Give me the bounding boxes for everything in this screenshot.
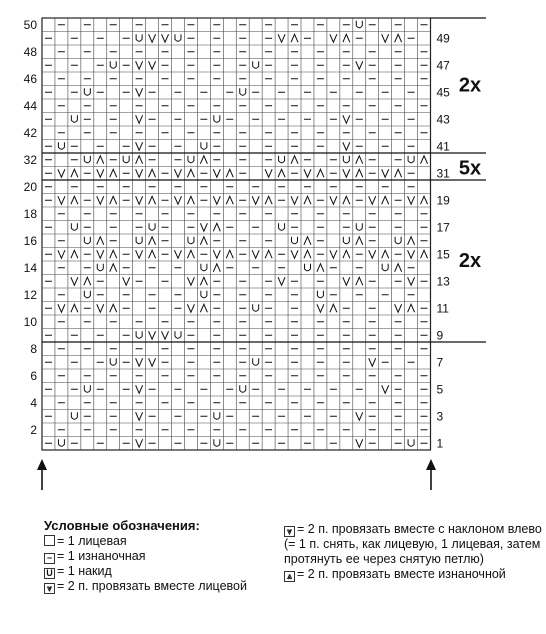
row-number-right: 13: [436, 274, 450, 289]
row-number-left: 16: [23, 233, 37, 248]
row-number-left: 20: [23, 179, 37, 194]
row-number-right: 9: [436, 328, 444, 343]
row-number-left: 12: [23, 287, 37, 302]
legend-item-purl: − = 1 изнаночная: [44, 549, 284, 564]
row-number-left: 4: [30, 395, 37, 410]
row-number-left: 14: [23, 260, 37, 275]
k2tog-icon: ⩔: [44, 583, 55, 594]
legend-col2: [284, 522, 546, 582]
row-number-right: 3: [436, 409, 444, 424]
ssk-icon: ⩔: [284, 526, 295, 537]
row-number-right: 41: [436, 139, 450, 154]
row-number-right: 49: [436, 31, 450, 46]
row-number-right: 43: [436, 112, 450, 127]
row-number-left: 18: [23, 206, 37, 221]
row-number-right: 1: [436, 436, 444, 451]
row-number-right: 19: [436, 193, 450, 208]
row-number-right: 7: [436, 355, 444, 370]
legend-title: Условные обозначения:: [44, 518, 200, 533]
start-arrowhead-icon: [37, 459, 47, 470]
legend-item-knit: = 1 лицевая: [44, 534, 284, 549]
legend-item-yo: U = 1 накид: [44, 564, 284, 579]
row-number-left: 46: [23, 71, 37, 86]
repeat-count-label: 2x: [458, 250, 482, 272]
legend-col1: [44, 518, 284, 594]
knit-icon: [44, 535, 55, 546]
legend-item-p2tog: ⩓ = 2 п. провязать вместе изнаночной: [284, 567, 546, 582]
row-number-right: 17: [436, 220, 450, 235]
row-number-left: 8: [30, 341, 37, 356]
row-number-left: 48: [23, 44, 37, 59]
repeat-count-label: 5x: [458, 157, 482, 180]
row-number-left: 6: [30, 368, 37, 383]
row-number-right: 31: [436, 166, 450, 181]
row-number-left: 44: [23, 98, 37, 113]
legend: [44, 518, 544, 630]
row-number-left: 10: [23, 314, 37, 329]
row-number-right: 15: [436, 247, 450, 262]
row-number-right: 5: [436, 382, 444, 397]
row-number-right: 11: [436, 301, 449, 316]
row-number-left: 42: [23, 125, 37, 140]
yarn-over-icon: U: [44, 568, 55, 579]
p2tog-icon: ⩓: [284, 571, 295, 582]
purl-icon: −: [44, 553, 55, 564]
row-number-right: 47: [436, 58, 450, 73]
start-arrowhead-icon: [426, 459, 436, 470]
legend-item-ssk: ⩔ = 2 п. провязать вместе с наклоном влево (= 1 п. снять, как лицевую, 1 лицевая, затем протянуть ее через снятую петлю): [284, 522, 542, 566]
row-number-left: 32: [23, 152, 37, 167]
repeat-count-label: 2x: [458, 74, 482, 97]
legend-item-k2tog: ⩔ = 2 п. провязать вместе лицевой: [44, 579, 284, 594]
row-number-left: 2: [30, 422, 37, 437]
row-number-right: 45: [436, 85, 450, 100]
row-number-left: 50: [23, 17, 37, 32]
